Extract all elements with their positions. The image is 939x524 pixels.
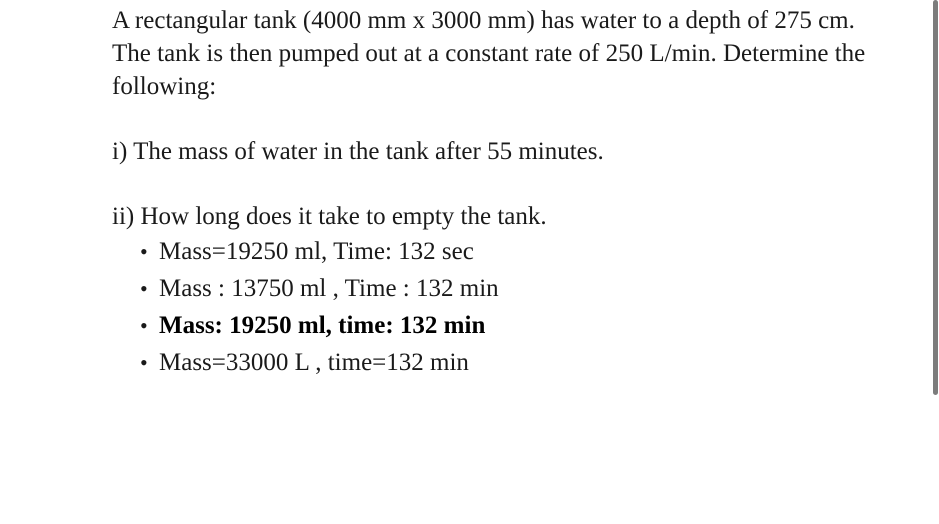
answer-option-text: Mass=33000 L , time=132 min bbox=[159, 349, 469, 376]
answer-options-list bbox=[112, 233, 872, 381]
bullet-icon: • bbox=[140, 239, 148, 264]
bullet-icon: • bbox=[140, 350, 148, 375]
question-content bbox=[112, 4, 872, 381]
answer-option-text: Mass : 13750 ml , Time : 132 min bbox=[159, 275, 499, 302]
answer-option-text: Mass=19250 ml, Time: 132 sec bbox=[159, 238, 474, 265]
bullet-icon: • bbox=[140, 276, 148, 301]
answer-option-text: Mass: 19250 ml, time: 132 min bbox=[159, 312, 486, 339]
answer-option-1[interactable] bbox=[112, 233, 872, 270]
vertical-scrollbar[interactable] bbox=[930, 0, 939, 395]
question-intro: A rectangular tank (4000 mm x 3000 mm) has water to a depth of 275 cm. The tank is then pumped out at a constant rate of 250 L/min. Determine the following: bbox=[112, 7, 866, 100]
answer-option-3[interactable] bbox=[112, 307, 872, 344]
spacer bbox=[112, 168, 872, 200]
answer-option-4[interactable] bbox=[112, 344, 872, 381]
scrollbar-thumb[interactable] bbox=[933, 0, 938, 395]
spacer bbox=[112, 103, 872, 135]
question-part-ii: ii) How long does it take to empty the tank. bbox=[112, 203, 547, 230]
bullet-icon: • bbox=[140, 313, 148, 338]
question-part-i: i) The mass of water in the tank after 55 minutes. bbox=[112, 138, 604, 165]
answer-option-2[interactable] bbox=[112, 270, 872, 307]
